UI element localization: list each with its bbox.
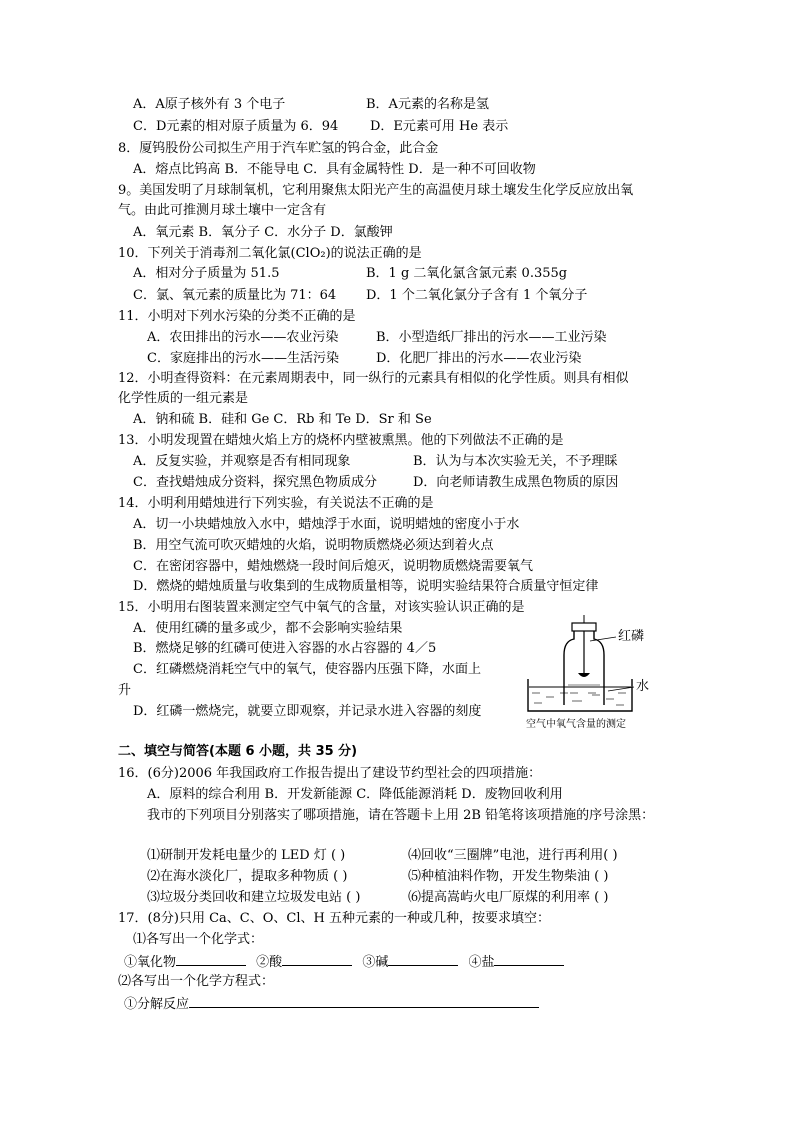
q17-base-blank[interactable]	[388, 953, 458, 966]
q9-stem-line1: 9。美国发明了月球制氧机，它利用聚焦太阳光产生的高温使月球土壤发生化学反应放出氧	[118, 183, 634, 198]
figure-caption: 空气中氧气含量的测定	[526, 719, 626, 730]
oxygen-apparatus-figure	[520, 615, 670, 735]
q14-option-b: B．用空气流可吹灭蜡烛的火焰，说明物质燃烧必须达到着火点	[133, 538, 494, 553]
q16-item-2: ⑵在海水淡化厂，提取多种物质 ( )	[147, 869, 348, 884]
figure-label-red-phosphorus: 红磷	[618, 629, 645, 644]
q16-instruction: 我市的下列项目分别落实了哪项措施，请在答题卡上用 2B 铅笔将该项措施的序号涂黑：	[147, 808, 655, 823]
q16-item-3: ⑶垃圾分类回收和建立垃圾发电站 ( )	[147, 890, 361, 905]
q10-option-d: D．1 个二氧化氯分子含有 1 个氧分子	[366, 288, 588, 303]
q17-part1: ⑴各写出一个化学式：	[133, 932, 264, 947]
q13-option-c: C．查找蜡烛成分资料，探究黑色物质成分	[133, 475, 377, 490]
q11-option-d: D．化肥厂排出的污水——农业污染	[376, 351, 582, 366]
q16-item-4: ⑷回收“三圈牌”电池，进行再利用( )	[408, 848, 618, 863]
q13-stem: 13．小明发现置在蜡烛火焰上方的烧杯内壁被熏黑。他的下列做法不正确的是	[118, 433, 564, 448]
q10-stem: 10．下列关于消毒剂二氧化氯(ClO₂)的说法正确的是	[118, 246, 422, 261]
q17-salt-blank[interactable]	[494, 953, 564, 966]
q10-option-a: A．相对分子质量为 51.5	[133, 266, 280, 281]
q16-item-5: ⑸种植油料作物，开发生物柴油 ( )	[408, 869, 609, 884]
q11-option-c: C．家庭排出的污水——生活污染	[147, 351, 339, 366]
q17-salt-label: ④盐	[468, 955, 495, 970]
q8-options: A．熔点比钨高 B．不能导电 C．具有金属特性 D．是一种不可回收物	[133, 162, 536, 177]
q17-oxide-label: ①氧化物	[124, 955, 177, 970]
q10-option-b: B．1 g 二氧化氯含氯元素 0.355g	[366, 266, 568, 281]
q17-decomposition-blank[interactable]	[189, 995, 539, 1008]
q17-decomposition-label: ①分解反应	[124, 997, 190, 1012]
q17-formula-row	[124, 953, 564, 971]
q16-stem: 16．(6分)2006 年我国政府工作报告提出了建设节约型社会的四项措施：	[118, 766, 542, 781]
q15-option-d: D．红磷一燃烧完，就要立即观察，并记录水进入容器的刻度	[133, 704, 482, 719]
q15-option-b: B．燃烧足够的红磷可使进入容器的水占容器的 4／5	[133, 641, 437, 656]
q8-stem: 8．厦钨股份公司拟生产用于汽车贮氢的钨合金，此合金	[118, 141, 439, 156]
q15-option-c-line1: C．红磷燃烧消耗空气中的氧气，使容器内压强下降，水面上	[133, 662, 481, 677]
q14-option-a: A．切一小块蜡烛放入水中，蜡烛浮于水面，说明蜡烛的密度小于水	[133, 517, 520, 532]
q14-stem: 14．小明利用蜡烛进行下列实验，有关说法不正确的是	[118, 496, 434, 511]
q13-option-b: B．认为与本次实验无关，不予理睬	[413, 454, 618, 469]
q12-options: A．钠和硫 B．硅和 Ge C．Rb 和 Te D．Sr 和 Se	[133, 412, 432, 427]
q17-acid-blank[interactable]	[282, 953, 352, 966]
q9-stem-line2: 气。由此可推测月球土壤中一定含有	[118, 203, 327, 218]
q15-option-c-line2: 升	[118, 683, 132, 698]
q17-part2: ⑵各写出一个化学方程式：	[118, 974, 275, 989]
q11-option-a: A．农田排出的污水——农业污染	[147, 330, 339, 345]
q17-acid-label: ②酸	[256, 955, 283, 970]
q14-option-d: D．燃烧的蜡烛质量与收集到的生成物质量相等，说明实验结果符合质量守恒定律	[133, 579, 599, 594]
section-2-heading: 二、填空与简答(本题 6 小题，共 35 分)	[118, 744, 358, 759]
q17-decomposition-row	[124, 995, 539, 1013]
figure-label-water: 水	[636, 679, 650, 694]
q9-options: A．氧元素 B．氧分子 C．水分子 D．氯酸钾	[133, 225, 393, 240]
q16-measures: A．原料的综合利用 B．开发新能源 C．降低能源消耗 D．废物回收利用	[147, 787, 563, 802]
q12-stem-line1: 12．小明查得资料：在元素周期表中，同一纵行的元素具有相似的化学性质。则具有相似	[118, 371, 629, 386]
q11-stem: 11．小明对下列水污染的分类不正确的是	[118, 309, 356, 324]
q13-option-a: A．反复实验，并观察是否有相同现象	[133, 454, 351, 469]
q14-option-c: C．在密闭容器中，蜡烛燃烧一段时间后熄灭，说明物质燃烧需要氧气	[133, 559, 533, 574]
q7-option-c: C．D元素的相对原子质量为 6．94	[133, 119, 339, 134]
q17-base-label: ③碱	[362, 955, 389, 970]
q7-option-a: A．A原子核外有 3 个电子	[133, 97, 286, 112]
q12-stem-line2: 化学性质的一组元素是	[118, 391, 249, 406]
q17-stem: 17．(8分)只用 Ca、C、O、Cl、H 五种元素的一种或几种，按要求填空：	[118, 911, 550, 926]
q16-item-1: ⑴研制开发耗电量少的 LED 灯 ( )	[147, 848, 346, 863]
q16-item-6: ⑹提高嵩屿火电厂原煤的利用率 ( )	[408, 890, 609, 905]
q15-option-a: A．使用红磷的量多或少，都不会影响实验结果	[133, 621, 403, 636]
q13-option-d: D．向老师请教生成黑色物质的原因	[413, 475, 619, 490]
q10-option-c: C．氯、氧元素的质量比为 71：64	[133, 288, 337, 303]
q15-stem: 15．小明用右图装置来测定空气中氧气的含量，对该实验认识正确的是	[118, 600, 525, 615]
q11-option-b: B．小型造纸厂排出的污水——工业污染	[376, 330, 607, 345]
q7-option-d: D．E元素可用 He 表示	[370, 119, 509, 134]
q7-option-b: B．A元素的名称是氢	[366, 97, 489, 112]
q17-oxide-blank[interactable]	[176, 953, 246, 966]
